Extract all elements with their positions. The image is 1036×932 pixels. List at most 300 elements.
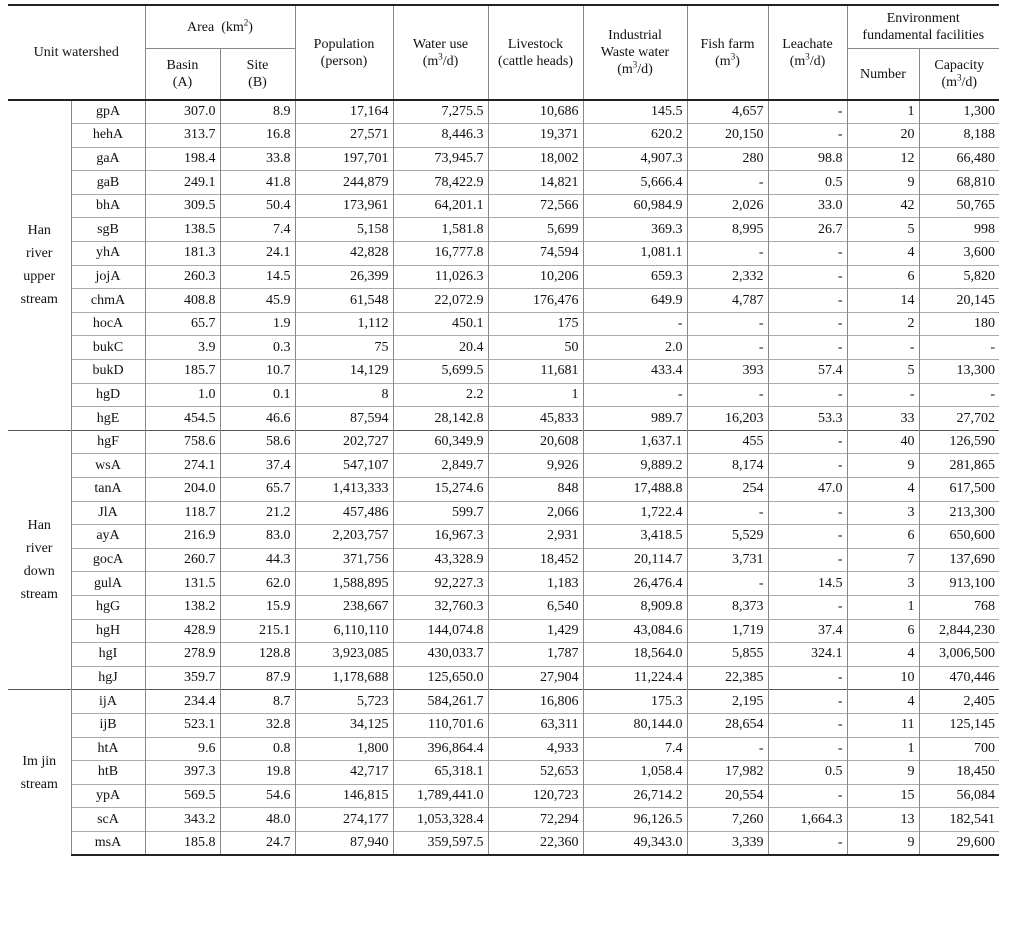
table-cell: 137,690 (919, 548, 999, 572)
table-cell: 20,114.7 (583, 548, 687, 572)
table-cell: 3,600 (919, 242, 999, 266)
table-cell: 1.0 (145, 383, 220, 407)
table-cell: 1,081.1 (583, 242, 687, 266)
table-cell: 4,933 (488, 737, 583, 761)
table-cell: - (847, 336, 919, 360)
table-cell: 1,429 (488, 619, 583, 643)
group-label-line: upper (23, 269, 56, 285)
table-row (8, 218, 999, 242)
watershed-name: scA (71, 808, 145, 832)
table-cell: 74,594 (488, 242, 583, 266)
table-cell: 34,125 (295, 713, 393, 737)
watershed-name: bhA (71, 194, 145, 218)
table-cell: 4 (847, 242, 919, 266)
table-cell: 18,452 (488, 548, 583, 572)
table-cell: 68,810 (919, 171, 999, 195)
table-cell: 33 (847, 407, 919, 431)
table-cell: 48.0 (220, 808, 295, 832)
table-cell: - (768, 737, 847, 761)
table-cell: 43,084.6 (583, 619, 687, 643)
table-cell: 989.7 (583, 407, 687, 431)
table-cell: 14,821 (488, 171, 583, 195)
table-row (8, 312, 999, 336)
table-cell: - (583, 383, 687, 407)
table-cell: 11 (847, 713, 919, 737)
table-cell: 1,722.4 (583, 501, 687, 525)
table-cell: 27,571 (295, 124, 393, 148)
table-cell: 313.7 (145, 124, 220, 148)
table-cell: 22,385 (687, 666, 768, 690)
table-row (8, 265, 999, 289)
capacity-header: Capacity $(m^3/d)$ (919, 49, 999, 101)
table-body (8, 100, 999, 855)
group-label-line: Han (27, 518, 51, 534)
table-cell: 42 (847, 194, 919, 218)
table-cell: 848 (488, 478, 583, 502)
table-cell: 8,174 (687, 454, 768, 478)
table-row (8, 808, 999, 832)
watershed-name: bukD (71, 360, 145, 384)
table-cell: 173,961 (295, 194, 393, 218)
table-cell: 2,203,757 (295, 525, 393, 549)
table-cell: 260.3 (145, 265, 220, 289)
table-cell: 138.2 (145, 595, 220, 619)
table-cell: 1,413,333 (295, 478, 393, 502)
table-cell: 1,058.4 (583, 761, 687, 785)
unit-watershed-header: Unit watershed (33, 45, 119, 60)
table-cell: 15,274.6 (393, 478, 488, 502)
table-cell: 913,100 (919, 572, 999, 596)
table-cell: 3 (847, 572, 919, 596)
table-cell: 18,450 (919, 761, 999, 785)
environment-header: Environment fundamental facilities (847, 5, 999, 49)
table-cell: 6,540 (488, 595, 583, 619)
table-cell: 6 (847, 525, 919, 549)
table-cell: - (768, 265, 847, 289)
table-cell: 0.5 (768, 171, 847, 195)
table-cell: 126,590 (919, 430, 999, 454)
table-cell: 1,637.1 (583, 430, 687, 454)
table-cell: - (919, 336, 999, 360)
table-row (8, 784, 999, 808)
table-row (8, 572, 999, 596)
table-cell: 2,332 (687, 265, 768, 289)
table-cell: 63,311 (488, 713, 583, 737)
table-cell: 15.9 (220, 595, 295, 619)
table-row (8, 194, 999, 218)
table-cell: 6 (847, 619, 919, 643)
table-cell: 16,203 (687, 407, 768, 431)
table-cell: 454.5 (145, 407, 220, 431)
table-cell: - (583, 312, 687, 336)
group-label-line: river (26, 541, 53, 557)
leachate-header: Leachate $(m^3/d)$ (768, 5, 847, 100)
table-cell: 118.7 (145, 501, 220, 525)
group-label (8, 100, 71, 430)
table-cell: 32.8 (220, 713, 295, 737)
table-cell: 1 (847, 737, 919, 761)
table-row (8, 336, 999, 360)
watershed-name: hgI (71, 643, 145, 667)
table-cell: 202,727 (295, 430, 393, 454)
table-cell: 45.9 (220, 289, 295, 313)
table-cell: 4,657 (687, 100, 768, 124)
group-label (8, 430, 71, 690)
table-cell: 128.8 (220, 643, 295, 667)
table-cell: 175 (488, 312, 583, 336)
watershed-name: gaB (71, 171, 145, 195)
table-cell: 234.4 (145, 690, 220, 714)
table-cell: 138.5 (145, 218, 220, 242)
table-cell: 65,318.1 (393, 761, 488, 785)
watershed-table (8, 4, 999, 856)
table-cell: 20 (847, 124, 919, 148)
table-cell: 2,931 (488, 525, 583, 549)
table-cell: 65.7 (220, 478, 295, 502)
table-cell: 110,701.6 (393, 713, 488, 737)
watershed-name: hgF (71, 430, 145, 454)
table-cell: 4 (847, 690, 919, 714)
table-cell: 60,984.9 (583, 194, 687, 218)
table-cell: 125,650.0 (393, 666, 488, 690)
table-cell: 2.0 (583, 336, 687, 360)
table-cell: 369.3 (583, 218, 687, 242)
table-cell: 72,294 (488, 808, 583, 832)
table-cell: - (768, 454, 847, 478)
table-cell: 2,026 (687, 194, 768, 218)
table-cell: 450.1 (393, 312, 488, 336)
table-cell: 14 (847, 289, 919, 313)
table-cell: 274.1 (145, 454, 220, 478)
table-cell: 27,904 (488, 666, 583, 690)
table-row (8, 430, 999, 454)
group-label-line: down (23, 564, 55, 580)
table-cell: 1,183 (488, 572, 583, 596)
table-row (8, 619, 999, 643)
table-cell: 57.4 (768, 360, 847, 384)
watershed-name: msA (71, 831, 145, 855)
table-cell: - (768, 784, 847, 808)
watershed-name: gpA (71, 100, 145, 124)
table-cell: 7,260 (687, 808, 768, 832)
table-cell: 20,554 (687, 784, 768, 808)
number-header: Number (847, 49, 919, 101)
table-cell: 32,760.3 (393, 595, 488, 619)
table-cell: 20.4 (393, 336, 488, 360)
table-cell: 185.8 (145, 831, 220, 855)
table-cell: 26,714.2 (583, 784, 687, 808)
table-cell: 0.8 (220, 737, 295, 761)
watershed-name: htB (71, 761, 145, 785)
table-cell: 5,820 (919, 265, 999, 289)
table-cell: 428.9 (145, 619, 220, 643)
water-use-header: Water use $(m^3/d)$ (393, 5, 488, 100)
table-cell: 8.9 (220, 100, 295, 124)
table-cell: 584,261.7 (393, 690, 488, 714)
table-cell: 547,107 (295, 454, 393, 478)
table-cell: 10.7 (220, 360, 295, 384)
table-cell: 146,815 (295, 784, 393, 808)
table-cell: 3,339 (687, 831, 768, 855)
site-header: Site (B) (220, 49, 295, 101)
table-cell: 58.6 (220, 430, 295, 454)
livestock-header: Livestock (cattle heads) (488, 5, 583, 100)
table-cell: 5,723 (295, 690, 393, 714)
table-cell: 9 (847, 171, 919, 195)
table-cell: - (919, 383, 999, 407)
table-cell: 3,923,085 (295, 643, 393, 667)
table-cell: 0.5 (768, 761, 847, 785)
basin-header: Basin (A) (145, 49, 220, 101)
table-cell: - (768, 501, 847, 525)
table-cell: 1,178,688 (295, 666, 393, 690)
table-cell: 359,597.5 (393, 831, 488, 855)
table-cell: 396,864.4 (393, 737, 488, 761)
table-row (8, 383, 999, 407)
group-label (8, 690, 71, 855)
table-cell: - (687, 737, 768, 761)
table-row (8, 147, 999, 171)
table-cell: 13 (847, 808, 919, 832)
table-row (8, 525, 999, 549)
table-cell: 1,719 (687, 619, 768, 643)
group-label-line: Im jin (22, 753, 57, 769)
table-cell: 145.5 (583, 100, 687, 124)
table-cell: 185.7 (145, 360, 220, 384)
table-cell: 408.8 (145, 289, 220, 313)
watershed-name: hgH (71, 619, 145, 643)
table-cell: - (768, 383, 847, 407)
table-cell: 7,275.5 (393, 100, 488, 124)
table-cell: - (687, 572, 768, 596)
table-cell: 617,500 (919, 478, 999, 502)
table-cell: 998 (919, 218, 999, 242)
table-row (8, 289, 999, 313)
table-cell: 14.5 (768, 572, 847, 596)
table-cell: 1,581.8 (393, 218, 488, 242)
table-cell: - (687, 242, 768, 266)
table-cell: 3,731 (687, 548, 768, 572)
table-cell: 397.3 (145, 761, 220, 785)
table-cell: 3,418.5 (583, 525, 687, 549)
group-label-line: Han (27, 223, 51, 239)
table-cell: 198.4 (145, 147, 220, 171)
table-cell: 3 (847, 501, 919, 525)
table-cell: 659.3 (583, 265, 687, 289)
table-cell: 5,855 (687, 643, 768, 667)
table-cell: 75 (295, 336, 393, 360)
table-cell: 49,343.0 (583, 831, 687, 855)
table-cell: 11,026.3 (393, 265, 488, 289)
table-row (8, 690, 999, 714)
table-cell: 9,926 (488, 454, 583, 478)
table-cell: 80,144.0 (583, 713, 687, 737)
table-row (8, 407, 999, 431)
table-cell: 20,608 (488, 430, 583, 454)
table-cell: 125,145 (919, 713, 999, 737)
table-cell: 21.2 (220, 501, 295, 525)
table-row (8, 548, 999, 572)
table-cell: 45,833 (488, 407, 583, 431)
table-cell: 343.2 (145, 808, 220, 832)
watershed-name: ijB (71, 713, 145, 737)
group-label-line: river (26, 246, 53, 262)
table-cell: 52,653 (488, 761, 583, 785)
table-cell: 8,995 (687, 218, 768, 242)
watershed-name: bukC (71, 336, 145, 360)
table-cell: 16,777.8 (393, 242, 488, 266)
table-cell: 5 (847, 360, 919, 384)
watershed-name: ypA (71, 784, 145, 808)
watershed-name: gaA (71, 147, 145, 171)
table-row (8, 595, 999, 619)
table-row (8, 737, 999, 761)
table-cell: 4,787 (687, 289, 768, 313)
table-cell: 274,177 (295, 808, 393, 832)
table-cell: 9 (847, 831, 919, 855)
watershed-name: sgB (71, 218, 145, 242)
table-cell: 9 (847, 454, 919, 478)
table-cell: 60,349.9 (393, 430, 488, 454)
table-cell: 78,422.9 (393, 171, 488, 195)
table-cell: 2,066 (488, 501, 583, 525)
table-cell: 2,844,230 (919, 619, 999, 643)
watershed-name: ijA (71, 690, 145, 714)
table-cell: 599.7 (393, 501, 488, 525)
table-cell: 620.2 (583, 124, 687, 148)
table-cell: 61,548 (295, 289, 393, 313)
table-cell: 64,201.1 (393, 194, 488, 218)
watershed-name: htA (71, 737, 145, 761)
table-cell: 249.1 (145, 171, 220, 195)
watershed-name: hgD (71, 383, 145, 407)
table-cell: - (768, 312, 847, 336)
table-cell: 1 (847, 100, 919, 124)
table-cell: 17,488.8 (583, 478, 687, 502)
table-cell: 1,789,441.0 (393, 784, 488, 808)
table-cell: - (768, 242, 847, 266)
table-cell: 569.5 (145, 784, 220, 808)
table-row (8, 100, 999, 124)
table-cell: 17,982 (687, 761, 768, 785)
table-cell: 1 (488, 383, 583, 407)
table-cell: 175.3 (583, 690, 687, 714)
table-cell: 28,654 (687, 713, 768, 737)
table-cell: 87,940 (295, 831, 393, 855)
industrial-header: Industrial Waste water $(m^3/d)$ (583, 5, 687, 100)
table-cell: 758.6 (145, 430, 220, 454)
table-cell: 2,195 (687, 690, 768, 714)
table-cell: 33.8 (220, 147, 295, 171)
table-cell: 5,529 (687, 525, 768, 549)
table-cell: 18,564.0 (583, 643, 687, 667)
table-cell: 430,033.7 (393, 643, 488, 667)
table-row (8, 501, 999, 525)
table-cell: 280 (687, 147, 768, 171)
table-cell: 649.9 (583, 289, 687, 313)
table-cell: 50,765 (919, 194, 999, 218)
table-cell: 6,110,110 (295, 619, 393, 643)
table-cell: 4 (847, 643, 919, 667)
table-cell: - (768, 289, 847, 313)
table-cell: 2 (847, 312, 919, 336)
table-row (8, 713, 999, 737)
table-cell: 10,206 (488, 265, 583, 289)
table-cell: 433.4 (583, 360, 687, 384)
table-cell: 2,405 (919, 690, 999, 714)
watershed-name: gulA (71, 572, 145, 596)
watershed-name: gocA (71, 548, 145, 572)
table-row (8, 478, 999, 502)
table-cell: 3,006,500 (919, 643, 999, 667)
table-cell: 4,907.3 (583, 147, 687, 171)
table-cell: 72,566 (488, 194, 583, 218)
table-cell: 182,541 (919, 808, 999, 832)
fish-farm-header: Fish farm $(m^3)$ (687, 5, 768, 100)
table-cell: 47.0 (768, 478, 847, 502)
table-cell: - (768, 831, 847, 855)
table-cell: 20,150 (687, 124, 768, 148)
table-cell: 278.9 (145, 643, 220, 667)
table-cell: 46.6 (220, 407, 295, 431)
table-cell: 180 (919, 312, 999, 336)
table-cell: - (687, 336, 768, 360)
table-cell: 16,806 (488, 690, 583, 714)
table-cell: 50 (488, 336, 583, 360)
table-row (8, 643, 999, 667)
watershed-name: hgE (71, 407, 145, 431)
table-cell: - (687, 383, 768, 407)
table-cell: 1,800 (295, 737, 393, 761)
watershed-name: hehA (71, 124, 145, 148)
table-cell: 73,945.7 (393, 147, 488, 171)
table-cell: 238,667 (295, 595, 393, 619)
table-cell: 309.5 (145, 194, 220, 218)
table-cell: 42,828 (295, 242, 393, 266)
table-cell: 9.6 (145, 737, 220, 761)
watershed-name: hocA (71, 312, 145, 336)
table-cell: 281,865 (919, 454, 999, 478)
table-row (8, 360, 999, 384)
table-cell: 1.9 (220, 312, 295, 336)
table-cell: 62.0 (220, 572, 295, 596)
table-cell: - (768, 713, 847, 737)
table-cell: 66,480 (919, 147, 999, 171)
watershed-name: chmA (71, 289, 145, 313)
table-cell: 8,909.8 (583, 595, 687, 619)
table-cell: 359.7 (145, 666, 220, 690)
table-cell: 7.4 (220, 218, 295, 242)
table-cell: 144,074.8 (393, 619, 488, 643)
table-cell: 87,594 (295, 407, 393, 431)
table-cell: - (768, 690, 847, 714)
table-cell: 96,126.5 (583, 808, 687, 832)
table-cell: 244,879 (295, 171, 393, 195)
table-cell: 6 (847, 265, 919, 289)
table-cell: 197,701 (295, 147, 393, 171)
table-cell: 0.3 (220, 336, 295, 360)
table-cell: - (768, 124, 847, 148)
table-cell: 457,486 (295, 501, 393, 525)
table-cell: 324.1 (768, 643, 847, 667)
table-cell: 44.3 (220, 548, 295, 572)
table-cell: - (768, 666, 847, 690)
table-cell: - (687, 501, 768, 525)
table-cell: - (847, 383, 919, 407)
table-cell: 215.1 (220, 619, 295, 643)
table-cell: 41.8 (220, 171, 295, 195)
table-cell: 18,002 (488, 147, 583, 171)
